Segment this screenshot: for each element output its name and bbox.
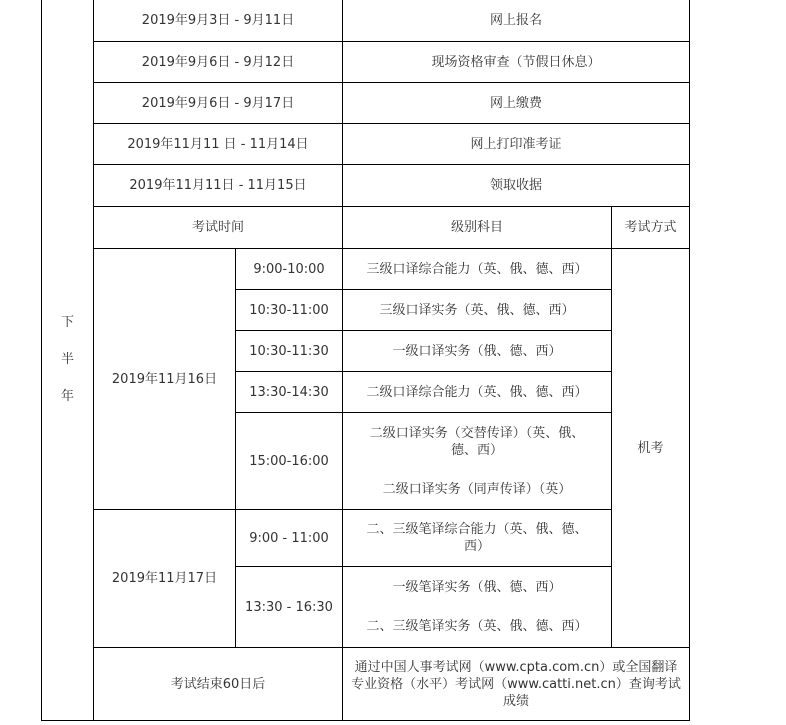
exam-time: 13:30 - 16:30 — [235, 566, 343, 648]
exam-time: 15:00-16:00 — [235, 412, 343, 510]
exam-subject: 二、三级笔译综合能力（英、俄、德、西） — [342, 509, 612, 567]
schedule-event: 现场资格审查（节假日休息） — [342, 41, 690, 83]
header-exam-mode: 考试方式 — [611, 206, 690, 249]
exam-time: 9:00 - 11:00 — [235, 509, 343, 567]
result-info: 通过中国人事考试网（www.cpta.com.cn）或全国翻译专业资格（水平）考试网（www.catti.net.cn）查询考试成绩 — [342, 647, 690, 721]
exam-date: 2019年11月17日 — [93, 509, 236, 648]
exam-subject-line: 二级口译实务（交替传译）（英、俄、德、西） — [369, 425, 585, 458]
exam-subject: 一级口译实务（俄、德、西） — [342, 330, 612, 372]
exam-date: 2019年11月16日 — [93, 248, 236, 510]
schedule-date: 2019年9月3日 - 9月11日 — [93, 0, 343, 42]
header-exam-time: 考试时间 — [93, 206, 343, 249]
exam-time: 10:30-11:00 — [235, 289, 343, 331]
exam-subject-line: 二、三级笔译实务（英、俄、德、西） — [366, 619, 588, 634]
schedule-date: 2019年11月11 日 - 11月14日 — [93, 123, 343, 165]
period-cell — [41, 0, 94, 721]
header-subject: 级别科目 — [342, 206, 612, 249]
schedule-event: 网上打印准考证 — [342, 123, 690, 165]
schedule-event: 网上缴费 — [342, 82, 690, 124]
exam-subject — [342, 412, 612, 510]
period-char: 半 — [60, 352, 74, 367]
period-char: 年 — [60, 389, 74, 404]
schedule-date: 2019年9月6日 - 9月17日 — [93, 82, 343, 124]
exam-subject: 三级口译综合能力（英、俄、德、西） — [342, 248, 612, 290]
exam-time: 13:30-14:30 — [235, 371, 343, 413]
schedule-date: 2019年9月6日 - 9月12日 — [93, 41, 343, 83]
result-time: 考试结束60日后 — [93, 647, 343, 721]
exam-time: 10:30-11:30 — [235, 330, 343, 372]
schedule-date: 2019年11月11日 - 11月15日 — [93, 164, 343, 207]
schedule-event: 领取收据 — [342, 164, 690, 207]
exam-subject-line: 二级口译实务（同声传译）（英） — [382, 481, 572, 497]
schedule-event: 网上报名 — [342, 0, 690, 42]
exam-time: 9:00-10:00 — [235, 248, 343, 290]
period-char: 下 — [60, 315, 74, 330]
exam-subject-line: 一级笔译实务（俄、德、西） — [392, 580, 562, 595]
exam-subject: 二级口译综合能力（英、俄、德、西） — [342, 371, 612, 413]
exam-mode: 机考 — [611, 248, 690, 648]
exam-subject — [342, 566, 612, 648]
exam-subject: 三级口译实务（英、俄、德、西） — [342, 289, 612, 331]
